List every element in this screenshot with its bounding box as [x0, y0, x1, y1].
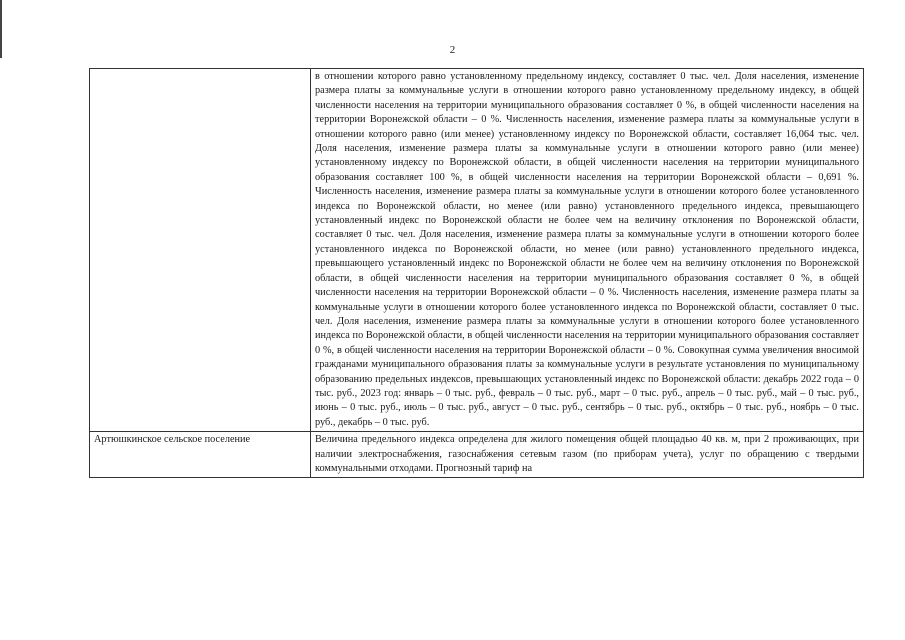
index-description-cell: в отношении которого равно установленному предельному индексу, составляет 0 тыс. чел. Доля населения, изменение размера платы за коммунальные услуги в отношении которого равно установленному предельному индексу, в общей численности населения на территории муниципального образования составляет 0 %, в общей численности населения на территории Воронежской области – 0 %. Численность населения, изменение размера платы за коммунальные услуги в отношении которого равно (или менее) установленному индексу по Воронежской области, составляет 16,064 тыс. чел. Доля населения, изменение размера платы за коммунальные услуги в отношении которого равно (или менее) установленному индексу по Воронежской области, в общей численности населения на территории муниципального образования составляет 100 %, в общей численности населения на территории Воронежской области – 0,691 %. Численность населения, изменение размера платы за коммунальные услуги в отношении которого более установленного индекса по Воронежской области, но менее (или равно) установленного предельного индекса, превышающего установленный индекс по Воронежской области не более чем на величину отклонения по Воронежской области, составляет 0 тыс. чел. Доля населения, изменение размера платы за коммунальные услуги в отношении которого более установленного индекса по Воронежской области, но менее (или равно) установленного предельного индекса, превышающего установленный индекс по Воронежской области не более чем на величину отклонения по Воронежской области, в общей численности населения на территории муниципального образования составляет 0 %, в общей численности населения на территории Воронежской области – 0 %. Численность населения, изменение размера платы за коммунальные услуги в отношении которого более установленного индекса по Воронежской области, составляет 0 тыс. чел. Доля населения, изменение размера платы за коммунальные услуги в отношении которого более установленного индекса по Воронежской области, в общей численности населения на территории муниципального образования составляет 0 %, в общей численности населения на территории Воронежской области – 0 %. Совокупная сумма увеличения вносимой гражданами муниципального образования платы за коммунальные услуги в результате установления по муниципальному образованию предельных индексов, превышающих установленный индекс по Воронежской области: декабрь 2022 года – 0 тыс. руб., 2023 год: январь – 0 тыс. руб., февраль – 0 тыс. руб., март – 0 тыс. руб., апрель – 0 тыс. руб., май – 0 тыс. руб., июнь – 0 тыс. руб., июль – 0 тыс. руб., август – 0 тыс. руб., сентябрь – 0 тыс. руб., октябрь – 0 тыс. руб., ноябрь – 0 тыс. руб., декабрь – 0 тыс. руб. — [311, 69, 864, 432]
table-row — [90, 432, 864, 478]
municipality-name-cell: Артюшкинское сельское поселение — [90, 432, 311, 478]
table-row — [90, 69, 864, 432]
municipality-index-table — [89, 68, 864, 478]
page-number: 2 — [449, 44, 456, 56]
index-description-cell: Величина предельного индекса определена для жилого помещения общей площадью 40 кв. м, при 2 проживающих, при наличии электроснабжения, газоснабжения сетевым газом (по приборам учета), услуг по обращению с твердыми коммунальными отходами. Прогнозный тариф на — [311, 432, 864, 478]
municipality-name-cell — [90, 69, 311, 432]
